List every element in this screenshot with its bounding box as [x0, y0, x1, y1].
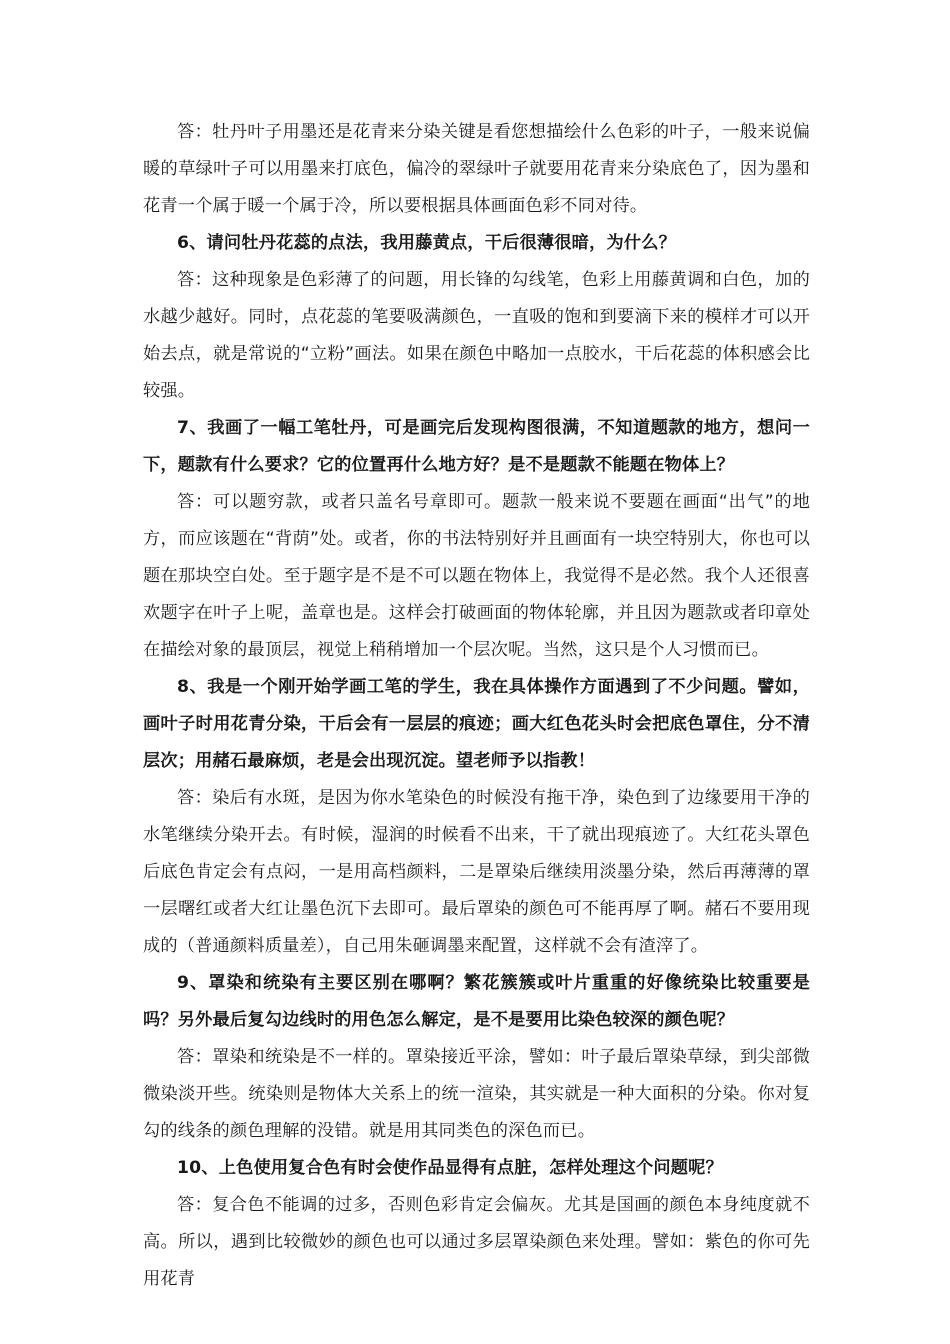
document-body — [143, 114, 810, 1298]
question-8: 8、我是一个刚开始学画工笔的学生，我在具体操作方面遇到了不少问题。譬如，画叶子时用花青分染，干后会有一层层的痕迹；画大红色花头时会把底色罩住，分不清层次；用赭石最麻烦，老是会出现沉淀。望老师予以指教！ — [143, 677, 810, 771]
question-9: 9、罩染和统染有主要区别在哪啊？繁花簇簇或叶片重重的好像统染比较重要是吗？另外最后复勾边线时的用色怎么解定，是不是要用比染色较深的颜色呢？ — [143, 973, 810, 1030]
answer-10: 答：复合色不能调的过多，否则色彩肯定会偏灰。尤其是国画的颜色本身纯度就不高。所以，遇到比较微妙的颜色也可以通过多层罩染颜色来处理。譬如：紫色的你可先用花青 — [143, 1195, 810, 1289]
answer-8: 答：染后有水斑，是因为你水笔染色的时候没有拖干净，染色到了边缘要用干净的水笔继续分染开去。有时候，湿润的时候看不出来，干了就出现痕迹了。大红花头罩色后底色肯定会有点闷，一是用高档颜料，二是罩染后继续用淡墨分染，然后再薄薄的罩一层曙红或者大红让墨色沉下去即可。最后罩染的颜色可不能再厚了啊。赭石不要用现成的（普通颜料质量差），自己用朱砸调墨来配置，这样就不会有渣滓了。 — [143, 788, 810, 956]
answer-7: 答：可以题穷款，或者只盖名号章即可。题款一般来说不要题在画面“出气”的地方，而应该题在“背荫”处。或者，你的书法特别好并且画面有一块空特别大，你也可以题在那块空白处。至于题字是不是不可以题在物体上，我觉得不是必然。我个人还很喜欢题字在叶子上呢，盖章也是。这样会打破画面的物体轮廓，并且因为题款或者印章处在描绘对象的最顶层，视觉上稍稍增加一个层次呢。当然，这只是个人习惯而已。 — [143, 492, 810, 660]
answer-6: 答：这种现象是色彩薄了的问题，用长锋的勾线笔，色彩上用藤黄调和白色，加的水越少越好。同时，点花蕊的笔要吸满颜色，一直吸的饱和到要滴下来的模样才可以开始去点，就是常说的“立粉”画法。如果在颜色中略加一点胶水，干后花蕊的体积感会比较强。 — [143, 270, 810, 401]
question-6: 6、请问牡丹花蕊的点法，我用藤黄点，干后很薄很暗，为什么？ — [177, 233, 677, 253]
question-10: 10、上色使用复合色有时会使作品显得有点脏，怎样处理这个问题呢？ — [177, 1158, 723, 1178]
question-7: 7、我画了一幅工笔牡丹，可是画完后发现构图很满，不知道题款的地方，想问一下，题款有什么要求？它的位置再什么地方好？是不是题款不能题在物体上？ — [143, 418, 810, 475]
answer-9: 答：罩染和统染是不一样的。罩染接近平涂，譬如：叶子最后罩染草绿，到尖部微微染淡开些。统染则是物体大关系上的统一渲染，其实就是一种大面积的分染。你对复勾的线条的颜色理解的没错。就是用其同类色的深色而已。 — [143, 1047, 810, 1141]
answer-paragraph: 答：牡丹叶子用墨还是花青来分染关键是看您想描绘什么色彩的叶子，一般来说偏暖的草绿叶子可以用墨来打底色，偏冷的翠绿叶子就要用花青来分染底色了，因为墨和花青一个属于暖一个属于冷，所以要根据具体画面色彩不同对待。 — [143, 122, 810, 216]
